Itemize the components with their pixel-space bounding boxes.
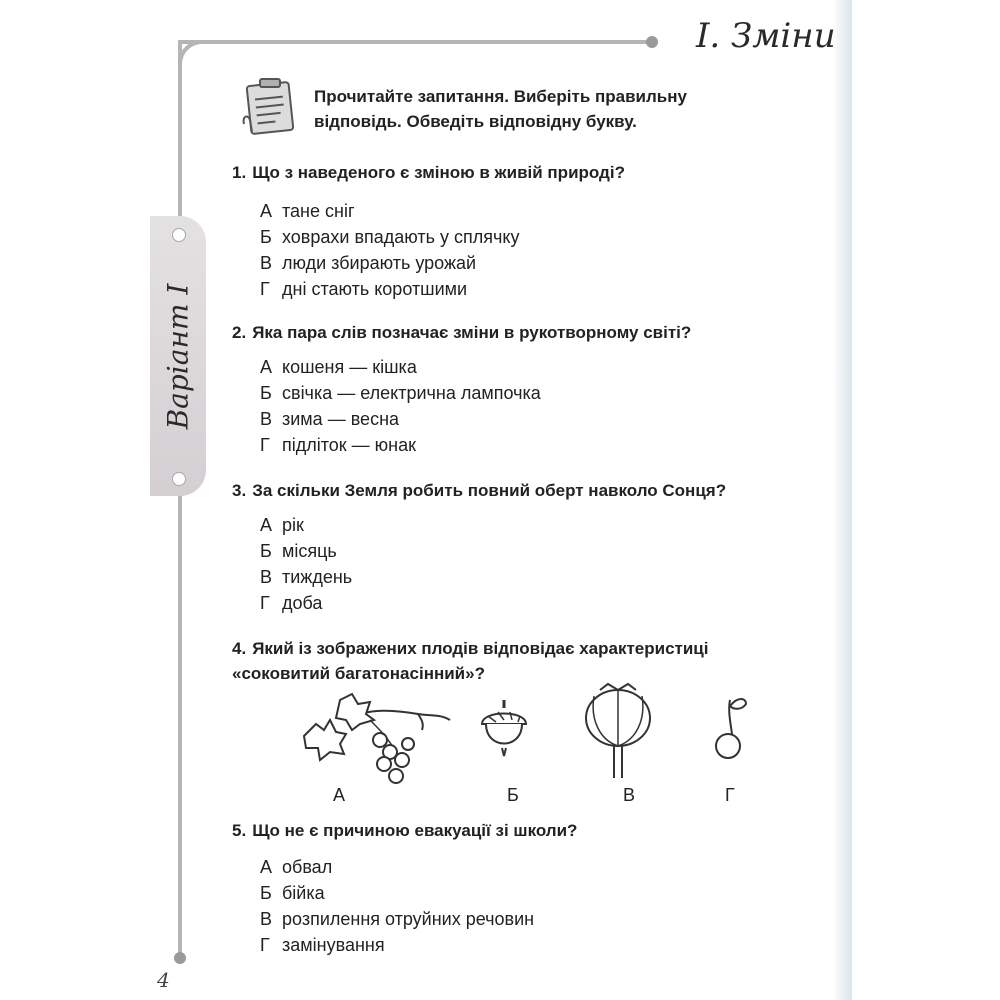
option-text: місяць	[282, 541, 337, 561]
section-title: І. Зміни	[696, 16, 836, 56]
options-5	[260, 854, 534, 958]
question-5	[232, 818, 832, 843]
currant-branch-icon[interactable]	[300, 690, 460, 790]
option-letter: Г	[260, 593, 270, 613]
options-2	[260, 354, 541, 458]
frame-corner	[178, 40, 210, 72]
option-letter: В	[260, 909, 273, 929]
cherry-icon[interactable]	[712, 690, 752, 760]
option[interactable]	[260, 932, 534, 958]
variant-tab	[150, 216, 206, 496]
variant-label: Варіант І	[161, 283, 195, 429]
tab-dot	[172, 472, 186, 486]
option-text: замінування	[282, 935, 385, 955]
instruction-line: Прочитайте запитання. Виберіть правильну	[314, 87, 687, 106]
question-number: 5.	[232, 821, 247, 840]
option[interactable]	[260, 380, 541, 406]
option-letter: А	[260, 357, 273, 377]
option-letter: А	[260, 201, 273, 221]
option-letter: Г	[260, 279, 270, 299]
option[interactable]	[260, 406, 541, 432]
variant-label-box	[160, 246, 196, 466]
question-text: Який із зображених плодів відповідає характеристиці	[252, 639, 709, 658]
option-text: тиждень	[282, 567, 353, 587]
instruction	[314, 84, 784, 134]
option[interactable]	[260, 250, 519, 276]
frame-top-line	[180, 40, 650, 44]
image-letter: А	[333, 785, 346, 805]
option-text: люди збирають урожай	[282, 253, 477, 273]
question-4	[232, 636, 820, 686]
option-text: розпилення отруйних речовин	[282, 909, 535, 929]
frame-end-dot	[174, 952, 186, 964]
question-number: 3.	[232, 481, 247, 500]
question-text: За скільки Земля робить повний оберт навколо Сонця?	[252, 481, 727, 500]
page-edge	[832, 0, 852, 1000]
frame-left-line	[178, 40, 182, 958]
option[interactable]	[260, 432, 541, 458]
option-letter: Б	[260, 883, 272, 903]
question-3	[232, 478, 832, 503]
option-letter: В	[260, 409, 273, 429]
option[interactable]	[260, 906, 534, 932]
option-letter: А	[260, 515, 273, 535]
option-letter: В	[260, 567, 273, 587]
question-1	[232, 160, 832, 185]
option[interactable]	[260, 354, 541, 380]
option-text: кошеня — кішка	[282, 357, 417, 377]
option-text: бійка	[282, 883, 325, 903]
option-letter: Б	[260, 227, 272, 247]
options-3	[260, 512, 352, 616]
question-text: Що не є причиною евакуації зі школи?	[252, 821, 578, 840]
frame-end-dot	[646, 36, 658, 48]
poppy-capsule-icon[interactable]	[580, 680, 656, 780]
question-number: 1.	[232, 163, 247, 182]
option-text: тане сніг	[282, 201, 355, 221]
question-text: Яка пара слів позначає зміни в рукотворному світі?	[252, 323, 692, 342]
note-sheet-icon	[240, 76, 302, 138]
image-letter: Г	[725, 785, 735, 805]
tab-dot	[172, 228, 186, 242]
option-letter: Г	[260, 935, 270, 955]
question-text-line2: «соковитий багатонасінний»?	[232, 664, 485, 683]
image-letter: Б	[507, 785, 519, 805]
question-text: Що з наведеного є зміною в живій природі?	[252, 163, 625, 182]
option-letter: В	[260, 253, 273, 273]
question-number: 4.	[232, 639, 247, 658]
option[interactable]	[260, 880, 534, 906]
option-text: зима — весна	[282, 409, 400, 429]
option[interactable]	[260, 198, 519, 224]
option-letter: Г	[260, 435, 270, 455]
option[interactable]	[260, 564, 352, 590]
option[interactable]	[260, 854, 534, 880]
question-number: 2.	[232, 323, 247, 342]
option-letter: Б	[260, 541, 272, 561]
option[interactable]	[260, 224, 519, 250]
option-text: доба	[282, 593, 323, 613]
option[interactable]	[260, 512, 352, 538]
question-2	[232, 320, 832, 345]
option-letter: Б	[260, 383, 272, 403]
option-text: рік	[282, 515, 304, 535]
option[interactable]	[260, 590, 352, 616]
page-number: 4	[157, 968, 170, 992]
question-line	[232, 636, 820, 661]
option-text: свічка — електрична лампочка	[282, 383, 541, 403]
option[interactable]	[260, 276, 519, 302]
option-text: ховрахи впадають у сплячку	[282, 227, 520, 247]
options-1	[260, 198, 519, 302]
option-text: підліток — юнак	[282, 435, 417, 455]
option-text: дні стають коротшими	[282, 279, 468, 299]
option-letter: А	[260, 857, 273, 877]
acorn-icon[interactable]	[476, 698, 532, 768]
option[interactable]	[260, 538, 352, 564]
option-text: обвал	[282, 857, 333, 877]
image-letter: В	[623, 785, 636, 805]
instruction-line: відповідь. Обведіть відповідну букву.	[314, 112, 637, 131]
